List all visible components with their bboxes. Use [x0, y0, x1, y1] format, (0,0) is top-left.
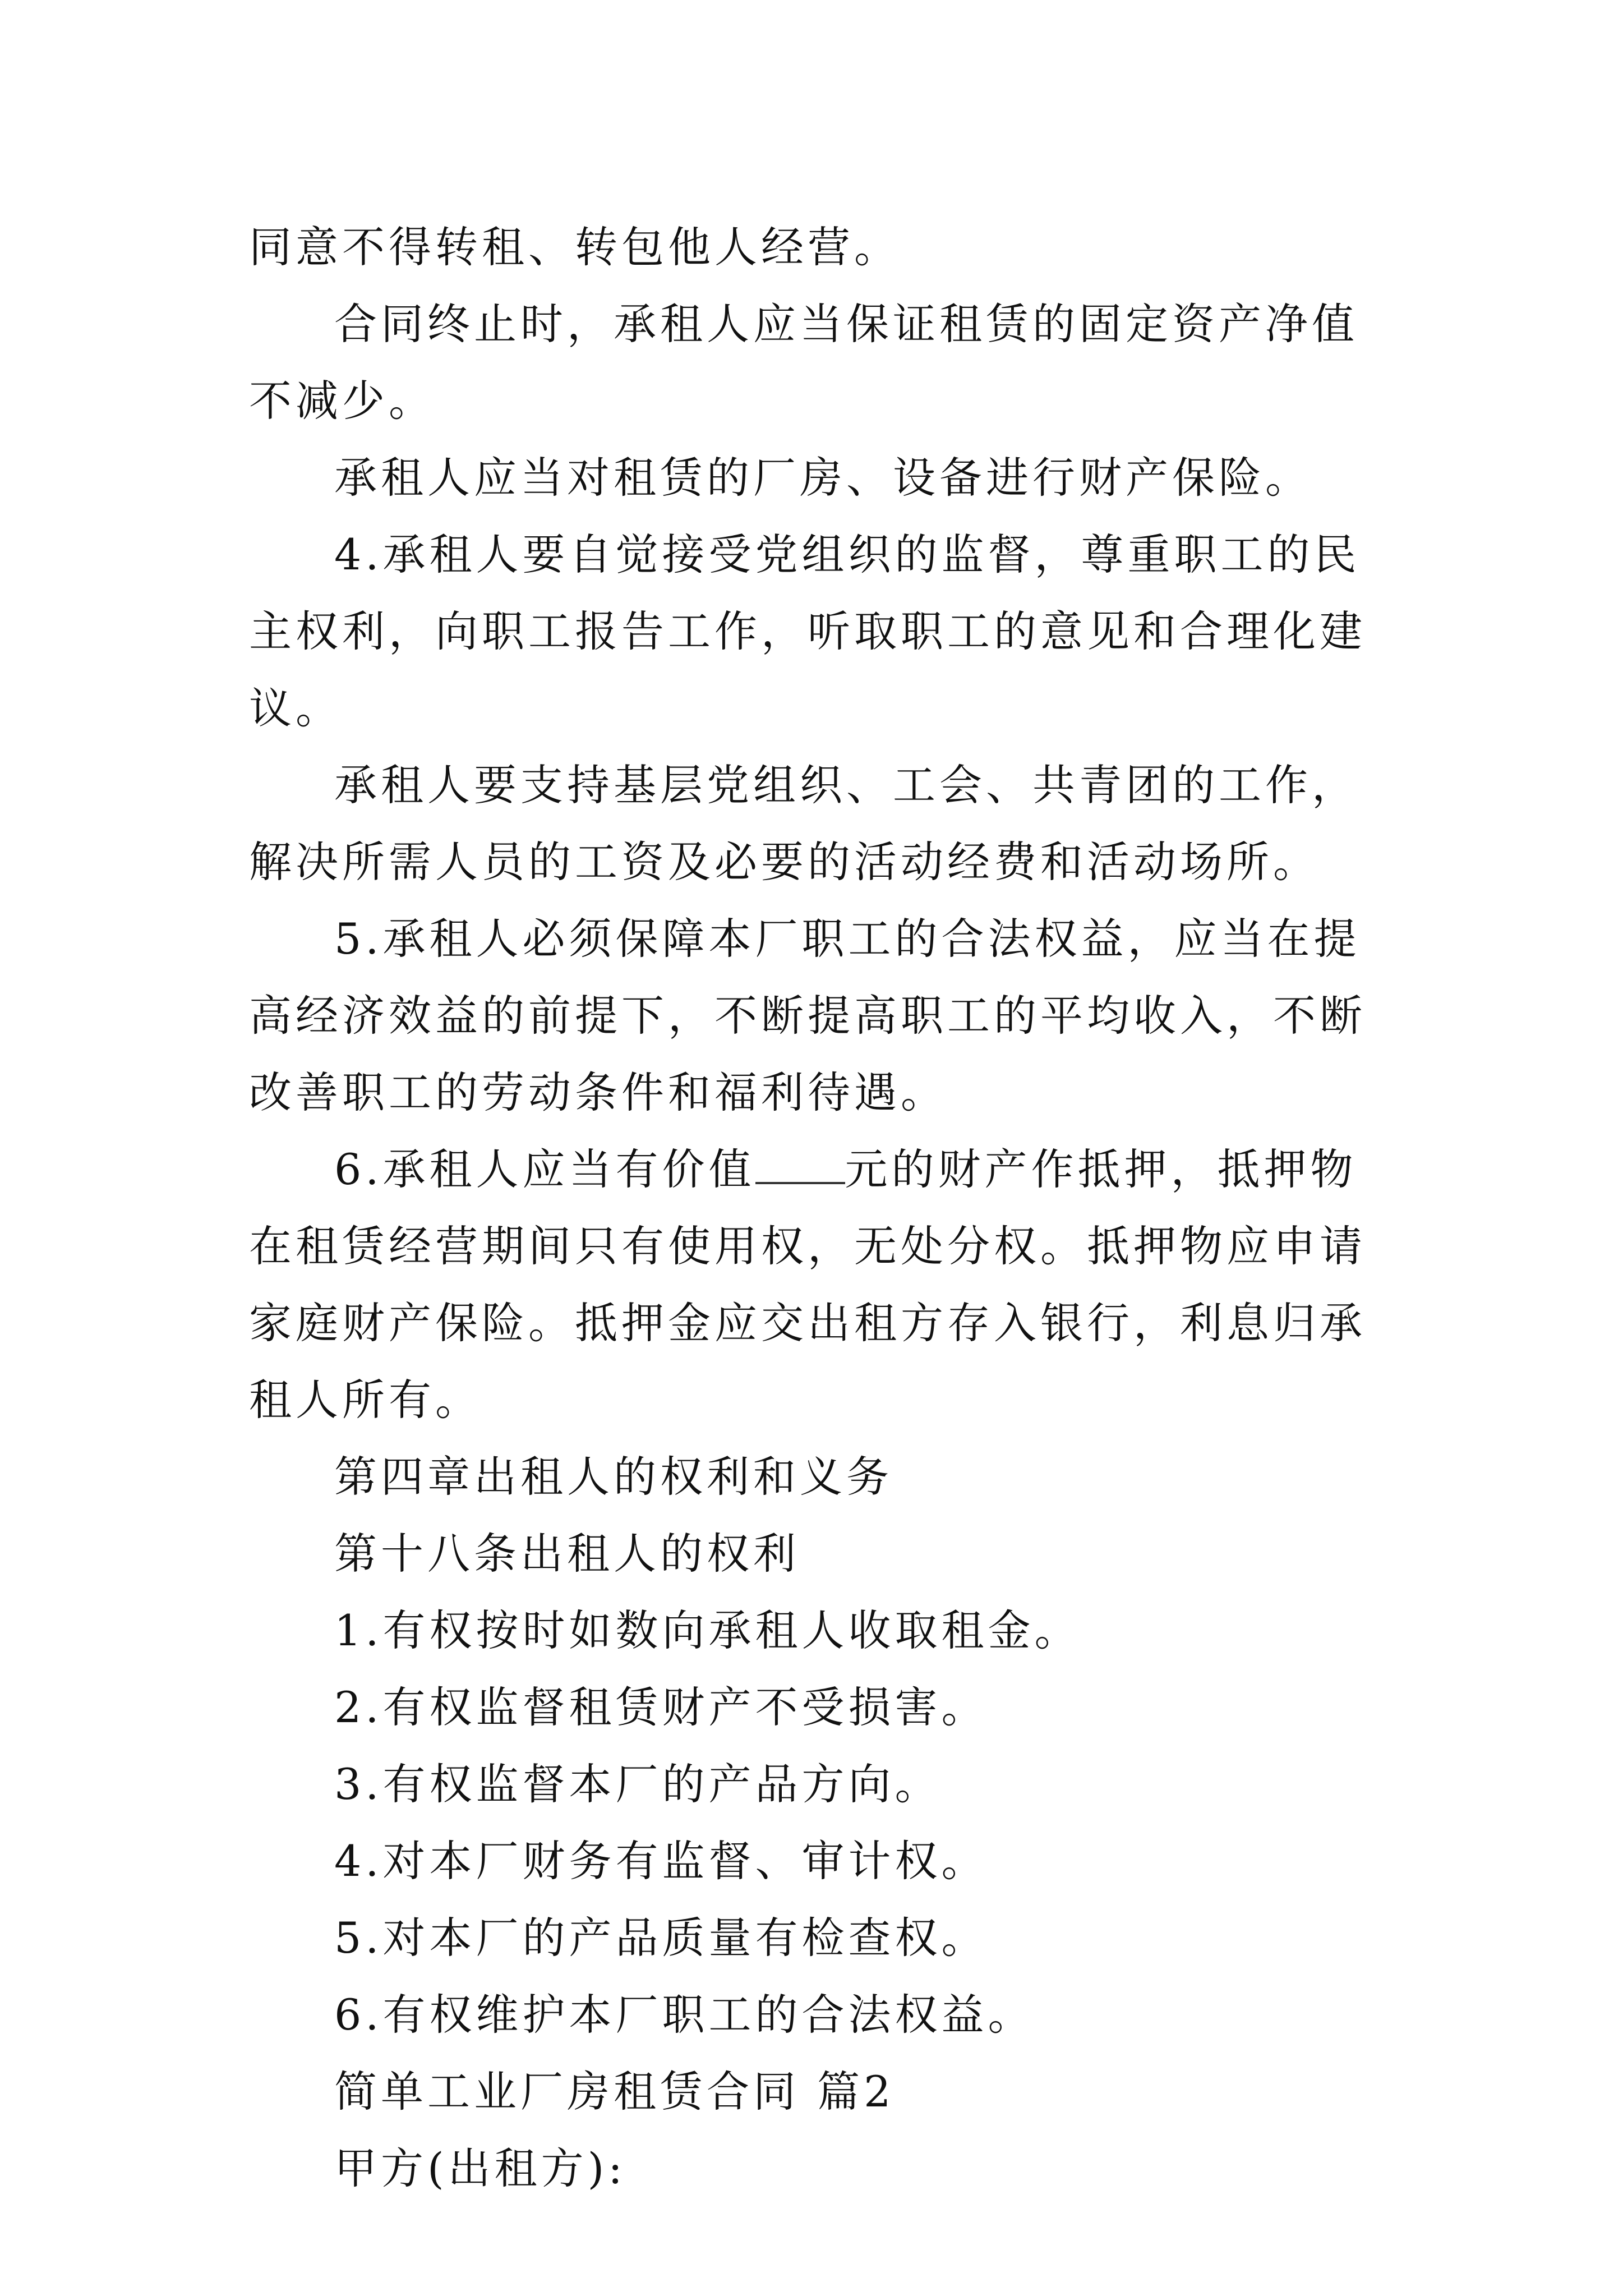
- right-item: 1.有权按时如数向承租人收取租金。: [334, 1605, 1081, 1655]
- paragraph-pledge: [249, 1131, 1393, 1438]
- right-item: 3.有权监督本厂的产品方向。: [334, 1759, 942, 1809]
- party-a-label: 甲方(出租方):: [334, 2143, 626, 2193]
- right-item: 2.有权监督租赁财产不受损害。: [334, 1682, 988, 1732]
- right-item: 5.对本厂的产品质量有检查权。: [334, 1913, 988, 1963]
- chapter-heading: 第四章出租人的权利和义务: [334, 1452, 893, 1502]
- paragraph-insurance: 承租人应当对租赁的厂房、设备进行财产保险。: [334, 453, 1312, 503]
- pledge-amount-blank: [755, 1182, 845, 1184]
- paragraph-sublease: 同意不得转租、转包他人经营。: [249, 222, 901, 272]
- paragraph-asset-value: 合同终止时，承租人应当保证租赁的固定资产净值不减少。: [249, 299, 1358, 426]
- contract-title: 简单工业厂房租赁合同 篇2: [334, 2067, 895, 2116]
- article-heading: 第十八条出租人的权利: [334, 1529, 800, 1579]
- right-item: 6.有权维护本厂职工的合法权益。: [334, 1990, 1035, 2040]
- paragraph-worker-rights: 5.承租人必须保障本厂职工的合法权益，应当在提高经济效益的前提下，不断提高职工的平均收入，不断改善职工的劳动条件和福利待遇。: [249, 914, 1366, 1117]
- pledge-text-before: 6.承租人应当有价值: [334, 1144, 755, 1194]
- paragraph-union-support: 承租人要支持基层党组织、工会、共青团的工作，解决所需人员的工资及必要的活动经费和活动场所。: [249, 760, 1358, 887]
- right-item: 4.对本厂财务有监督、审计权。: [334, 1836, 988, 1886]
- document-body: [249, 209, 1393, 2207]
- pledge-text-after: 元的财产作抵押，抵押物在租赁经营期间只有使用权，无处分权。抵押物应申请家庭财产保险。抵押金应交出租方存入银行，利息归承租人所有。: [249, 1144, 1366, 1425]
- paragraph-party-supervision: 4.承租人要自觉接受党组织的监督，尊重职工的民主权利，向职工报告工作，听取职工的意见和合理化建议。: [249, 530, 1366, 733]
